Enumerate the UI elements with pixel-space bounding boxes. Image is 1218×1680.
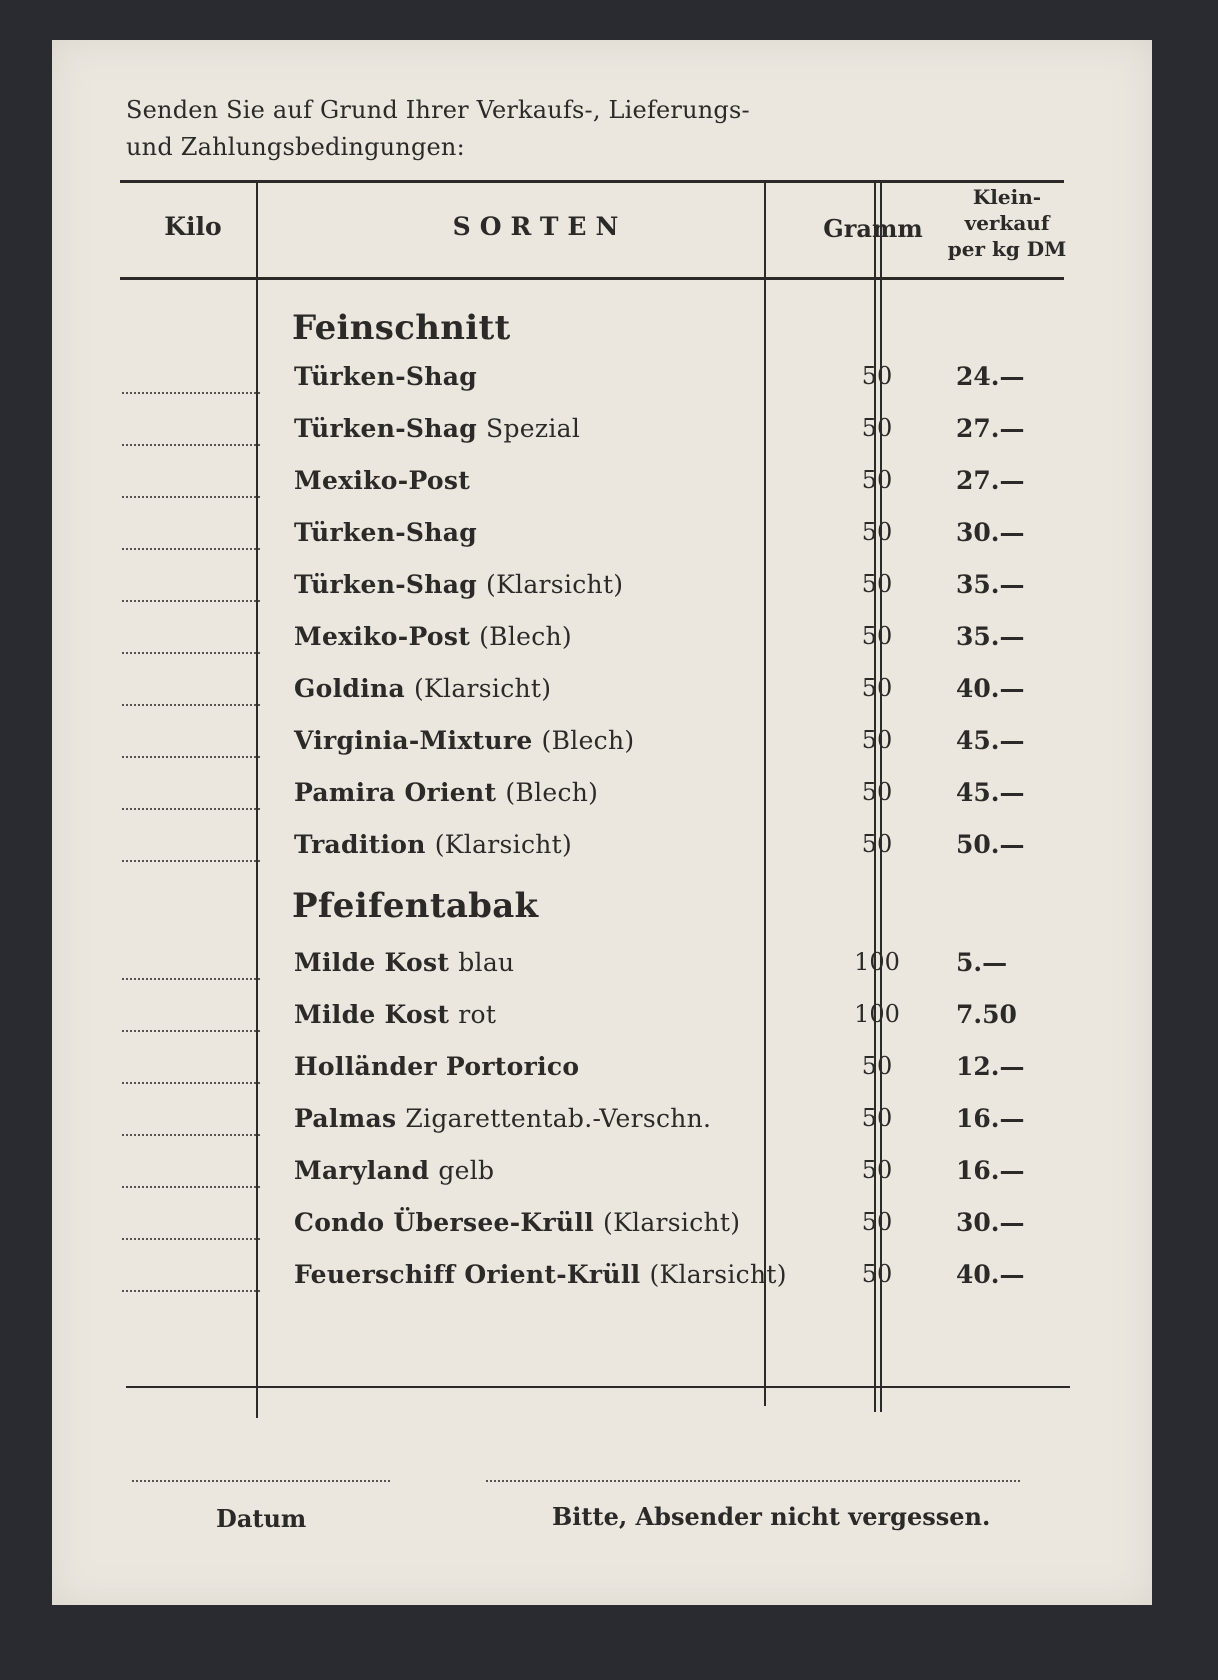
product-gramm: 100 [854,1000,900,1028]
table-row [52,1156,1152,1196]
quantity-entry-line[interactable] [122,652,260,654]
product-price: 30.— [956,1208,1025,1237]
product-price: 45.— [956,726,1025,755]
header-klein-line-1: Klein- [972,185,1042,209]
table-row [52,1052,1152,1092]
section-title-pfeifentabak: Pfeifentabak [292,886,539,926]
table-row [52,1000,1152,1040]
datum-entry-line[interactable] [132,1480,390,1482]
quantity-entry-line[interactable] [122,978,260,980]
header-klein-line-3: per kg DM [947,237,1067,261]
quantity-entry-line[interactable] [122,1238,260,1240]
product-name: Türken-Shag Spezial [294,414,581,443]
product-price: 5.— [956,948,1008,977]
table-row [52,778,1152,818]
quantity-entry-line[interactable] [122,1186,260,1188]
product-gramm: 50 [861,830,893,858]
product-name: Mexiko-Post (Blech) [294,622,572,651]
table-row [52,466,1152,506]
quantity-entry-line[interactable] [122,392,260,394]
quantity-entry-line[interactable] [122,756,260,758]
product-name: Türken-Shag (Klarsicht) [294,570,624,599]
product-name: Pamira Orient (Blech) [294,778,599,807]
product-gramm: 50 [861,1104,893,1132]
product-price: 27.— [956,414,1025,443]
product-price: 16.— [956,1156,1025,1185]
product-price: 50.— [956,830,1025,859]
table-top-rule [120,180,1064,183]
quantity-entry-line[interactable] [122,860,260,862]
product-name: Condo Übersee-Krüll (Klarsicht) [294,1208,741,1237]
table-row [52,948,1152,988]
intro-line-1: Senden Sie auf Grund Ihrer Verkaufs-, Lieferungs- [126,96,750,124]
product-gramm: 50 [861,414,893,442]
table-row [52,518,1152,558]
header-gramm: Gramm [823,214,923,243]
table-bottom-rule [126,1386,1070,1388]
product-gramm: 100 [854,948,900,976]
quantity-entry-line[interactable] [122,1082,260,1084]
product-gramm: 50 [861,1208,893,1236]
product-price: 7.50 [956,1000,1017,1029]
product-price: 40.— [956,674,1025,703]
section-title-feinschnitt: Feinschnitt [292,308,511,348]
product-name: Virginia-Mixture (Blech) [294,726,635,755]
product-gramm: 50 [861,362,893,390]
product-name: Palmas Zigarettentab.-Verschn. [294,1104,712,1133]
product-price: 30.— [956,518,1025,547]
product-gramm: 50 [861,622,893,650]
product-price: 16.— [956,1104,1025,1133]
product-name: Milde Kost blau [294,948,515,977]
intro-text [126,92,750,166]
product-name: Milde Kost rot [294,1000,497,1029]
datum-label: Datum [216,1504,307,1533]
product-gramm: 50 [861,1156,893,1184]
intro-line-2: und Zahlungsbedingungen: [126,133,465,161]
absender-reminder: Bitte, Absender nicht vergessen. [552,1502,991,1531]
table-row [52,674,1152,714]
quantity-entry-line[interactable] [122,600,260,602]
product-price: 45.— [956,778,1025,807]
order-form-card [52,40,1152,1605]
product-price: 12.— [956,1052,1025,1081]
header-kleinverkauf [932,184,1082,262]
product-name: Holländer Portorico [294,1052,580,1081]
product-gramm: 50 [861,466,893,494]
quantity-entry-line[interactable] [122,1030,260,1032]
product-price: 35.— [956,570,1025,599]
table-row [52,622,1152,662]
quantity-entry-line[interactable] [122,1290,260,1292]
quantity-entry-line[interactable] [122,1134,260,1136]
product-price: 40.— [956,1260,1025,1289]
product-gramm: 50 [861,1260,893,1288]
quantity-entry-line[interactable] [122,548,260,550]
quantity-entry-line[interactable] [122,808,260,810]
table-row [52,726,1152,766]
table-row [52,1208,1152,1248]
product-gramm: 50 [861,570,893,598]
quantity-entry-line[interactable] [122,496,260,498]
product-name: Tradition (Klarsicht) [294,830,573,859]
product-name: Maryland gelb [294,1156,495,1185]
table-row [52,362,1152,402]
product-gramm: 50 [861,518,893,546]
product-gramm: 50 [861,726,893,754]
header-sorten: SORTEN [452,212,628,241]
product-name: Feuerschiff Orient-Krüll (Klarsicht) [294,1260,787,1289]
absender-entry-line[interactable] [486,1480,1020,1482]
product-price: 27.— [956,466,1025,495]
product-name: Türken-Shag [294,518,478,547]
table-row [52,830,1152,870]
table-row [52,1104,1152,1144]
product-price: 24.— [956,362,1025,391]
product-name: Goldina (Klarsicht) [294,674,552,703]
header-klein-line-2: verkauf [964,211,1050,235]
table-row [52,414,1152,454]
product-name: Mexiko-Post [294,466,471,495]
product-gramm: 50 [861,674,893,702]
header-kilo: Kilo [164,212,222,241]
table-row [52,1260,1152,1300]
quantity-entry-line[interactable] [122,704,260,706]
product-gramm: 50 [861,1052,893,1080]
table-header-rule [120,277,1064,280]
quantity-entry-line[interactable] [122,444,260,446]
product-gramm: 50 [861,778,893,806]
product-name: Türken-Shag [294,362,478,391]
table-row [52,570,1152,610]
product-price: 35.— [956,622,1025,651]
